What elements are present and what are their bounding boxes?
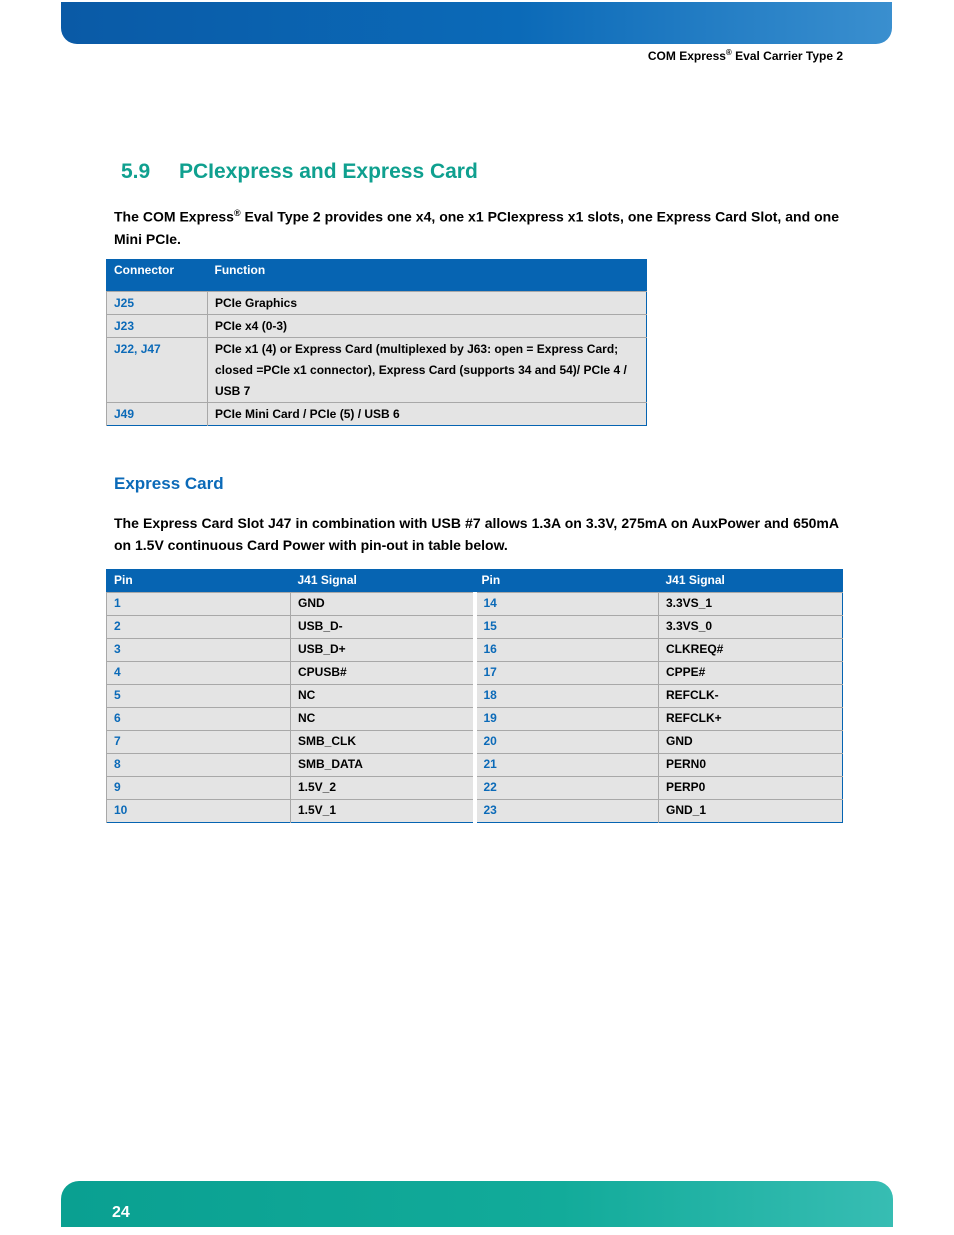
table-row — [107, 662, 843, 685]
section-title: PCIexpress and Express Card — [179, 160, 478, 183]
signal-cell: GND_1 — [659, 800, 843, 823]
function-cell: PCIe x4 (0-3) — [208, 315, 647, 338]
pin-number-cell: 21 — [475, 754, 659, 777]
signal-cell: GND — [659, 731, 843, 754]
pin-table-header — [107, 570, 843, 593]
section-intro-paragraph: The COM Express® Eval Type 2 provides one x4, one x1 PCIexpress x1 slots, one Express Card Slot, and one Mini PCIe. — [114, 208, 839, 247]
signal-cell: CPPE# — [659, 662, 843, 685]
connector-table — [106, 259, 647, 426]
signal-cell: 3.3VS_0 — [659, 616, 843, 639]
signal-cell: NC — [291, 685, 475, 708]
table-row — [107, 639, 843, 662]
column-header-connector: Connector — [107, 260, 208, 292]
function-cell: PCIe x1 (4) or Express Card (multiplexed by J63: open = Express Card; closed =PCIe x1 connector), Express Card (supports 34 and 54)/ PCIe 4 / USB 7 — [208, 338, 647, 403]
express-card-description: The Express Card Slot J47 in combination with USB #7 allows 1.3A on 3.3V, 275mA on AuxPower and 650mA on 1.5V continuous Card Power with pin-out in table below. — [114, 515, 839, 553]
signal-cell: CPUSB# — [291, 662, 475, 685]
header-band — [61, 2, 892, 44]
signal-cell: 1.5V_1 — [291, 800, 475, 823]
signal-cell: REFCLK+ — [659, 708, 843, 731]
signal-cell: CLKREQ# — [659, 639, 843, 662]
table-row — [107, 777, 843, 800]
column-header-signal-right: J41 Signal — [659, 570, 843, 593]
signal-cell: NC — [291, 708, 475, 731]
express-card-heading: Express Card — [114, 474, 224, 493]
table-row — [107, 403, 647, 426]
section-heading — [121, 160, 478, 184]
pin-number-cell: 10 — [107, 800, 291, 823]
footer-band — [61, 1181, 893, 1227]
function-cell: PCIe Graphics — [208, 292, 647, 315]
pin-number-cell: 6 — [107, 708, 291, 731]
pin-number-cell: 16 — [475, 639, 659, 662]
section-number: 5.9 — [121, 160, 151, 183]
connector-cell: J22, J47 — [107, 338, 208, 403]
pin-number-cell: 4 — [107, 662, 291, 685]
table-row — [107, 685, 843, 708]
pin-number-cell: 3 — [107, 639, 291, 662]
pin-number-cell: 23 — [475, 800, 659, 823]
signal-cell: USB_D+ — [291, 639, 475, 662]
signal-cell: USB_D- — [291, 616, 475, 639]
pin-table — [106, 569, 843, 823]
signal-cell: SMB_CLK — [291, 731, 475, 754]
connector-cell: J49 — [107, 403, 208, 426]
table-row — [107, 616, 843, 639]
table-row — [107, 338, 647, 403]
table-row — [107, 593, 843, 616]
signal-cell: GND — [291, 593, 475, 616]
signal-cell: 3.3VS_1 — [659, 593, 843, 616]
signal-cell: 1.5V_2 — [291, 777, 475, 800]
connector-cell: J25 — [107, 292, 208, 315]
pin-number-cell: 7 — [107, 731, 291, 754]
column-header-pin-left: Pin — [107, 570, 291, 593]
page-number: 24 — [112, 1204, 130, 1221]
pin-number-cell: 14 — [475, 593, 659, 616]
signal-cell: PERP0 — [659, 777, 843, 800]
column-header-pin-right: Pin — [475, 570, 659, 593]
pin-number-cell: 22 — [475, 777, 659, 800]
table-row — [107, 754, 843, 777]
table-row — [107, 800, 843, 823]
signal-cell: REFCLK- — [659, 685, 843, 708]
pin-number-cell: 15 — [475, 616, 659, 639]
pin-number-cell: 17 — [475, 662, 659, 685]
signal-cell: SMB_DATA — [291, 754, 475, 777]
pin-number-cell: 8 — [107, 754, 291, 777]
table-row — [107, 315, 647, 338]
pin-number-cell: 2 — [107, 616, 291, 639]
pin-number-cell: 20 — [475, 731, 659, 754]
column-header-signal-left: J41 Signal — [291, 570, 475, 593]
table-row — [107, 708, 843, 731]
pin-number-cell: 5 — [107, 685, 291, 708]
signal-cell: PERN0 — [659, 754, 843, 777]
pin-number-cell: 9 — [107, 777, 291, 800]
connector-table-header — [107, 260, 647, 292]
column-header-function: Function — [208, 260, 647, 292]
pin-number-cell: 18 — [475, 685, 659, 708]
table-row — [107, 292, 647, 315]
function-cell: PCIe Mini Card / PCIe (5) / USB 6 — [208, 403, 647, 426]
connector-cell: J23 — [107, 315, 208, 338]
pin-number-cell: 19 — [475, 708, 659, 731]
pin-number-cell: 1 — [107, 593, 291, 616]
document-title: COM Express® Eval Carrier Type 2 — [647, 48, 843, 63]
table-row — [107, 731, 843, 754]
